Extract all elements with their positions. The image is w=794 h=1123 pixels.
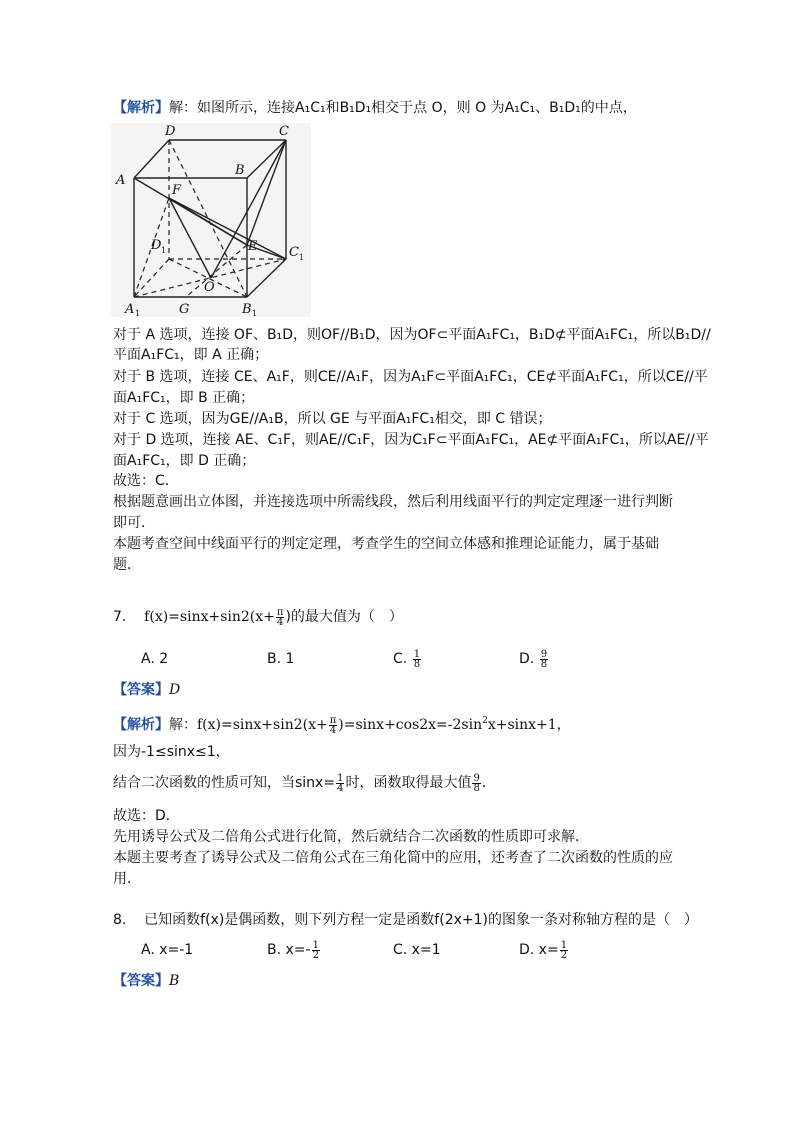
label-B1: B [242,302,252,317]
analysis6-line: 即可． [113,515,155,531]
q7-option-b: B. 1 [267,651,295,667]
analysis6-line: 根据题意画出立体图，并连接选项中所需线段，然后利用线面平行的判定定理逐一进行判断 [113,494,673,510]
q7-option-a: A. 2 [141,651,169,667]
label-D1-sub: 1 [161,246,167,255]
label-O: O [204,280,215,295]
label-C1-sub: 1 [299,253,305,262]
q7-analysis-6: 本题主要考查了诱导公式及二倍角公式在三角化简中的应用，还考查了二次函数的性质的应 [113,850,673,866]
analysis6-line: 故选：C． [113,473,179,489]
analysis6-line: 对于 D 选项，连接 AE、C₁F，则AE//C₁F，因为C₁F⊂平面A₁FC₁，AE⊄平面A₁FC₁，所以AE//平 [113,432,709,448]
q7-analysis-3: 结合二次函数的性质可知，当sinx= $\frac{1}{4}$ 时，函数取得最大值 $\frac{9}{8}$ ． [113,772,496,794]
analysis6-line: 平面A₁FC₁，即 A 正确； [113,347,269,363]
analysis6-line: 题． [113,557,141,573]
label-A1: A [125,302,135,317]
label-E: E [248,239,258,254]
label-F: F [172,183,182,198]
label-A: A [116,173,126,188]
intro-line [113,98,637,118]
q8-option-b: B. x=- $\frac{1}{2}$ [267,939,319,961]
answer-tag: 【答案】 [113,682,169,698]
q7-answer [113,680,180,700]
label-G: G [179,302,190,317]
q7-option-c: C. $\frac{1}{8}$ [393,648,421,670]
analysis6-line: 面A₁FC₁，即 D 正确； [113,453,256,469]
q7-analysis-1: 【解析】解：f(x)=sinx+sin2(x+ $\frac{\pi}{4}$ )$=\sin x+\cos 2x=-2\sin^2x+\sin x+1$， [113,714,571,736]
q7-analysis-7: 用． [113,871,141,887]
q7-number: 7. [113,609,127,625]
q8-option-c: C. x=1 [393,942,441,958]
analysis6-line: 对于 B 选项，连接 CE、A₁F，则CE//A₁F，因为A₁F⊂平面A₁FC₁，CE⊄平面A₁FC₁，所以CE//平 [113,369,708,385]
label-A1-sub: 1 [135,309,141,317]
q7-stem: 7. f(x)=sinx+sin2(x+ $\frac{\pi}{4}$ )的最大值为（ ） [113,606,403,628]
answer-tag: 【答案】 [113,973,169,989]
q8-answer-value: B [169,973,180,989]
q8-option-a: A. x=-1 [141,942,194,958]
analysis-tag: 【解析】 [113,100,169,116]
q8-stem: 8. 已知函数f(x)是偶函数，则下列方程一定是函数f(2x+1)的图象一条对称轴方程的是（ ） [113,912,698,928]
q7-analysis-4: 故选：D． [113,808,180,824]
q7-analysis-2: 因为-1≤sinx≤1， [113,744,230,760]
label-B1-sub: 1 [252,309,258,317]
q8-answer [113,971,179,991]
q7-answer-value: D [169,682,181,698]
q8-number: 8. [113,912,127,928]
label-D: D [165,124,176,139]
cube-figure [111,123,311,317]
pi-over-4: $\frac{\pi}{4}$ [276,606,284,628]
analysis6-line: 本题考查空间中线面平行的判定定理，考查学生的空间立体感和推理论证能力，属于基础 [113,536,659,552]
analysis6-line: 对于 A 选项，连接 OF、B₁D，则OF//B₁D，因为OF⊂平面A₁FC₁，B₁D⊄平面A₁FC₁，所以B₁D// [113,327,711,343]
label-C1: C [289,245,299,260]
q7-option-d: D. $\frac{9}{8}$ [519,648,548,670]
label-B: B [235,163,245,178]
analysis6-line: 对于 C 选项，因为GE//A₁B，所以 GE 与平面A₁FC₁相交，即 C 错误； [113,411,552,427]
intro-text: 解：如图所示，连接A₁C₁和B₁D₁相交于点 O，则 O 为A₁C₁、B₁D₁的中点， [169,100,637,116]
analysis-tag: 【解析】 [113,717,169,733]
label-C: C [279,124,289,139]
q7-analysis-5: 先用诱导公式及二倍角公式进行化简，然后就结合二次函数的性质即可求解． [113,829,589,845]
q8-option-d: D. x= $\frac{1}{2}$ [519,939,568,961]
label-D1: D [151,238,162,253]
analysis6-line: 面A₁FC₁，即 B 正确； [113,390,255,406]
